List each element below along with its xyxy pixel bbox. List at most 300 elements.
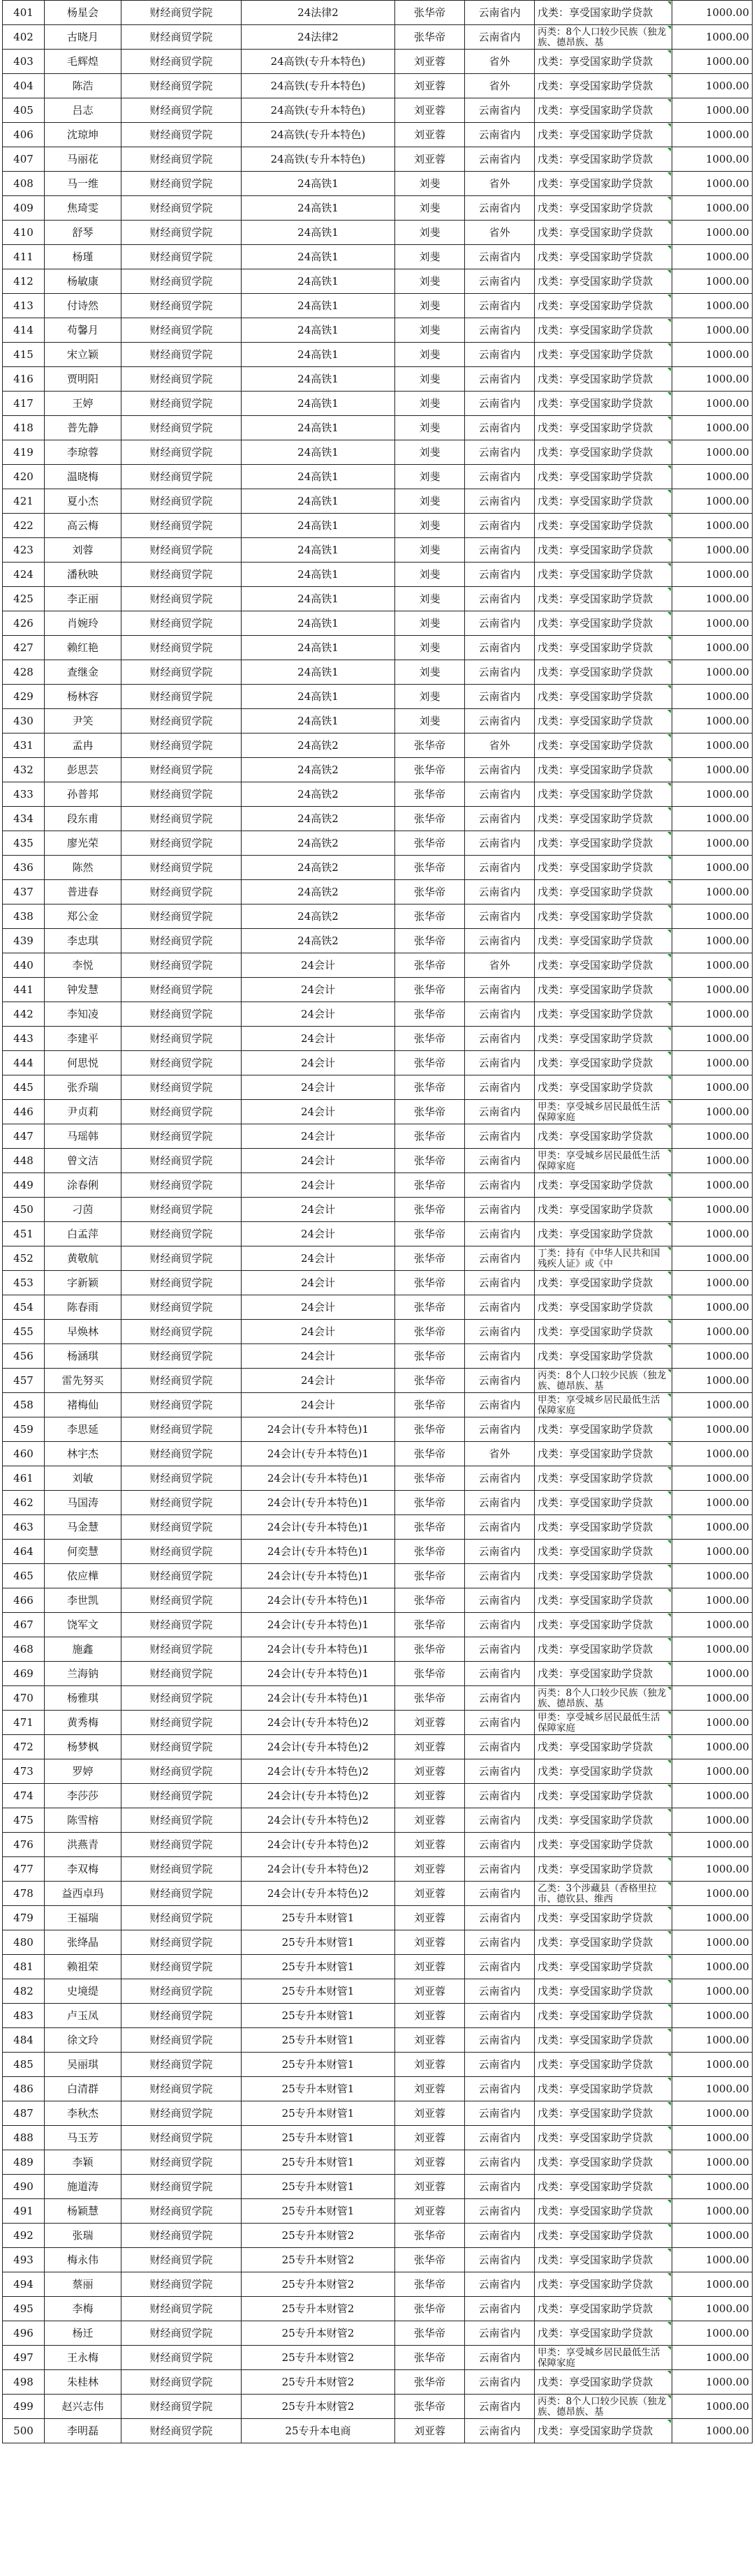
- cell-amount: 1000.00: [672, 1295, 753, 1320]
- cell-student-name: 卢玉凤: [45, 2004, 121, 2028]
- cell-aid-category: 戊类：享受国家助学贷款: [535, 1124, 672, 1149]
- cell-amount: 1000.00: [672, 2395, 753, 2419]
- cell-class: 24会计: [242, 1271, 395, 1295]
- cell-college: 财经商贸学院: [121, 709, 242, 734]
- cell-amount: 1000.00: [672, 1027, 753, 1051]
- cell-amount: 1000.00: [672, 416, 753, 440]
- cell-counselor: 刘斐: [395, 563, 465, 587]
- table-row: [3, 1173, 753, 1198]
- cell-counselor: 刘斐: [395, 538, 465, 563]
- cell-counselor: 张华帝: [395, 807, 465, 831]
- cell-college: 财经商贸学院: [121, 1344, 242, 1369]
- cell-college: 财经商贸学院: [121, 1857, 242, 1882]
- cell-student-name: 马国涛: [45, 1491, 121, 1515]
- cell-counselor: 刘亚蓉: [395, 2077, 465, 2101]
- cell-class: 24会计(专升本特色)2: [242, 1784, 395, 1808]
- cell-serial: 448: [3, 1149, 45, 1173]
- cell-counselor: 张华帝: [395, 2321, 465, 2346]
- cell-serial: 417: [3, 392, 45, 416]
- cell-college: 财经商贸学院: [121, 1662, 242, 1686]
- cell-origin: 云南省内: [465, 294, 535, 318]
- table-row: [3, 734, 753, 758]
- table-row: [3, 563, 753, 587]
- cell-college: 财经商贸学院: [121, 74, 242, 98]
- cell-college: 财经商贸学院: [121, 2175, 242, 2199]
- cell-origin: 云南省内: [465, 1369, 535, 1393]
- table-row: [3, 685, 753, 709]
- cell-student-name: 付诗然: [45, 294, 121, 318]
- cell-amount: 1000.00: [672, 1955, 753, 1979]
- cell-origin: 云南省内: [465, 880, 535, 904]
- cell-counselor: 刘斐: [395, 660, 465, 685]
- cell-amount: 1000.00: [672, 172, 753, 196]
- cell-counselor: 张华帝: [395, 2370, 465, 2395]
- cell-aid-category: 戊类：享受国家助学贷款: [535, 392, 672, 416]
- cell-counselor: 刘亚蓉: [395, 1906, 465, 1930]
- cell-counselor: 刘亚蓉: [395, 1808, 465, 1833]
- cell-class: 24会计(专升本特色)2: [242, 1833, 395, 1857]
- cell-student-name: 李明磊: [45, 2419, 121, 2443]
- cell-origin: 云南省内: [465, 98, 535, 123]
- cell-serial: 498: [3, 2370, 45, 2395]
- cell-origin: 云南省内: [465, 1979, 535, 2004]
- cell-aid-category: 戊类：享受国家助学贷款: [535, 172, 672, 196]
- cell-origin: 云南省内: [465, 2004, 535, 2028]
- table-row: [3, 74, 753, 98]
- cell-counselor: 张华帝: [395, 1491, 465, 1515]
- cell-college: 财经商贸学院: [121, 563, 242, 587]
- cell-aid-category: 戊类：享受国家助学贷款: [535, 2077, 672, 2101]
- cell-origin: 云南省内: [465, 1246, 535, 1271]
- cell-aid-category: 戊类：享受国家助学贷款: [535, 269, 672, 294]
- cell-serial: 471: [3, 1711, 45, 1735]
- cell-aid-category: 戊类：享受国家助学贷款: [535, 2419, 672, 2443]
- cell-origin: 云南省内: [465, 1955, 535, 1979]
- cell-aid-category: 戊类：享受国家助学贷款: [535, 978, 672, 1002]
- cell-counselor: 刘亚蓉: [395, 2419, 465, 2443]
- cell-class: 24会计(专升本特色)2: [242, 1808, 395, 1833]
- cell-serial: 407: [3, 147, 45, 172]
- cell-amount: 1000.00: [672, 2028, 753, 2053]
- cell-serial: 482: [3, 1979, 45, 2004]
- cell-student-name: 杨颖慧: [45, 2199, 121, 2224]
- cell-student-name: 李忠琪: [45, 929, 121, 953]
- table-row: [3, 2028, 753, 2053]
- cell-aid-category: 戊类：享受国家助学贷款: [535, 2126, 672, 2150]
- cell-college: 财经商贸学院: [121, 831, 242, 856]
- cell-origin: 省外: [465, 172, 535, 196]
- cell-aid-category: 戊类：享受国家助学贷款: [535, 1857, 672, 1882]
- cell-aid-category: 戊类：享受国家助学贷款: [535, 1833, 672, 1857]
- cell-origin: 云南省内: [465, 1930, 535, 1955]
- cell-class: 24高铁2: [242, 734, 395, 758]
- cell-counselor: 张华帝: [395, 2346, 465, 2370]
- cell-class: 24高铁2: [242, 807, 395, 831]
- cell-student-name: 李琼蓉: [45, 440, 121, 465]
- cell-aid-category: 戊类：享受国家助学贷款: [535, 1808, 672, 1833]
- cell-aid-category: 戊类：享受国家助学贷款: [535, 416, 672, 440]
- cell-serial: 492: [3, 2224, 45, 2248]
- cell-student-name: 李思延: [45, 1417, 121, 1442]
- cell-amount: 1000.00: [672, 392, 753, 416]
- cell-college: 财经商贸学院: [121, 1637, 242, 1662]
- cell-student-name: 刁茵: [45, 1198, 121, 1222]
- cell-student-name: 李正丽: [45, 587, 121, 611]
- cell-class: 24会计: [242, 1393, 395, 1417]
- cell-origin: 云南省内: [465, 660, 535, 685]
- cell-counselor: 刘亚蓉: [395, 2101, 465, 2126]
- cell-class: 24会计(专升本特色)2: [242, 1735, 395, 1759]
- cell-student-name: 肖婉玲: [45, 611, 121, 636]
- cell-counselor: 张华帝: [395, 1662, 465, 1686]
- cell-college: 财经商贸学院: [121, 343, 242, 367]
- cell-serial: 461: [3, 1466, 45, 1491]
- cell-counselor: 刘亚蓉: [395, 2004, 465, 2028]
- cell-serial: 454: [3, 1295, 45, 1320]
- cell-student-name: 杨星会: [45, 1, 121, 25]
- cell-origin: 云南省内: [465, 1149, 535, 1173]
- cell-serial: 420: [3, 465, 45, 489]
- cell-origin: 云南省内: [465, 1344, 535, 1369]
- cell-student-name: 普进春: [45, 880, 121, 904]
- cell-serial: 429: [3, 685, 45, 709]
- cell-class: 25专升本财管1: [242, 2175, 395, 2199]
- cell-counselor: 刘亚蓉: [395, 2199, 465, 2224]
- table-row: [3, 2419, 753, 2443]
- cell-class: 25专升本财管1: [242, 1906, 395, 1930]
- cell-college: 财经商贸学院: [121, 1075, 242, 1100]
- cell-origin: 云南省内: [465, 1588, 535, 1613]
- cell-aid-category: 戊类：享受国家助学贷款: [535, 1344, 672, 1369]
- cell-origin: 云南省内: [465, 1295, 535, 1320]
- cell-serial: 435: [3, 831, 45, 856]
- cell-student-name: 何思悦: [45, 1051, 121, 1075]
- cell-student-name: 马一维: [45, 172, 121, 196]
- cell-amount: 1000.00: [672, 807, 753, 831]
- cell-origin: 云南省内: [465, 807, 535, 831]
- cell-origin: 云南省内: [465, 1735, 535, 1759]
- cell-serial: 497: [3, 2346, 45, 2370]
- cell-class: 24高铁1: [242, 538, 395, 563]
- cell-class: 24高铁(专升本特色): [242, 98, 395, 123]
- cell-origin: 云南省内: [465, 1466, 535, 1491]
- table-row: [3, 611, 753, 636]
- cell-serial: 403: [3, 50, 45, 74]
- cell-aid-category: 戊类：享受国家助学贷款: [535, 856, 672, 880]
- cell-amount: 1000.00: [672, 147, 753, 172]
- cell-origin: 云南省内: [465, 1075, 535, 1100]
- cell-counselor: 刘亚蓉: [395, 1882, 465, 1906]
- cell-college: 财经商贸学院: [121, 294, 242, 318]
- cell-counselor: 刘斐: [395, 294, 465, 318]
- cell-student-name: 杨敏康: [45, 269, 121, 294]
- cell-counselor: 张华帝: [395, 782, 465, 807]
- cell-aid-category: 戊类：享受国家助学贷款: [535, 1784, 672, 1808]
- cell-student-name: 孟冉: [45, 734, 121, 758]
- cell-class: 25专升本财管1: [242, 1930, 395, 1955]
- cell-student-name: 尹笑: [45, 709, 121, 734]
- cell-serial: 470: [3, 1686, 45, 1711]
- table-row: [3, 1198, 753, 1222]
- table-row: [3, 1515, 753, 1540]
- cell-college: 财经商贸学院: [121, 758, 242, 782]
- cell-aid-category: 戊类：享受国家助学贷款: [535, 1027, 672, 1051]
- cell-college: 财经商贸学院: [121, 929, 242, 953]
- cell-class: 24高铁2: [242, 880, 395, 904]
- cell-class: 24高铁1: [242, 660, 395, 685]
- cell-class: 25专升本财管2: [242, 2224, 395, 2248]
- cell-class: 25专升本财管2: [242, 2321, 395, 2346]
- cell-college: 财经商贸学院: [121, 1833, 242, 1857]
- table-row: [3, 538, 753, 563]
- cell-counselor: 张华帝: [395, 1564, 465, 1588]
- cell-amount: 1000.00: [672, 1173, 753, 1198]
- table-row: [3, 1442, 753, 1466]
- cell-student-name: 马玉芳: [45, 2126, 121, 2150]
- cell-college: 财经商贸学院: [121, 1613, 242, 1637]
- cell-counselor: 刘斐: [395, 367, 465, 392]
- cell-aid-category: 戊类：享受国家助学贷款: [535, 1198, 672, 1222]
- cell-origin: 云南省内: [465, 709, 535, 734]
- cell-college: 财经商贸学院: [121, 1417, 242, 1442]
- cell-aid-category: 戊类：享受国家助学贷款: [535, 1540, 672, 1564]
- cell-counselor: 刘亚蓉: [395, 2028, 465, 2053]
- cell-class: 24高铁(专升本特色): [242, 123, 395, 147]
- cell-student-name: 徐文玲: [45, 2028, 121, 2053]
- table-row: [3, 1271, 753, 1295]
- cell-class: 25专升本财管2: [242, 2297, 395, 2321]
- cell-aid-category: 戊类：享受国家助学贷款: [535, 50, 672, 74]
- cell-serial: 402: [3, 25, 45, 50]
- cell-amount: 1000.00: [672, 1882, 753, 1906]
- cell-serial: 481: [3, 1955, 45, 1979]
- table-row: [3, 856, 753, 880]
- cell-college: 财经商贸学院: [121, 2077, 242, 2101]
- cell-aid-category: 戊类：享受国家助学贷款: [535, 953, 672, 978]
- cell-college: 财经商贸学院: [121, 1100, 242, 1124]
- cell-aid-category: 戊类：享受国家助学贷款: [535, 1271, 672, 1295]
- cell-class: 24会计: [242, 953, 395, 978]
- cell-student-name: 李知凌: [45, 1002, 121, 1027]
- table-row: [3, 343, 753, 367]
- table-row: [3, 1637, 753, 1662]
- cell-student-name: 陈雪榕: [45, 1808, 121, 1833]
- cell-amount: 1000.00: [672, 440, 753, 465]
- cell-class: 24会计(专升本特色)1: [242, 1491, 395, 1515]
- cell-origin: 省外: [465, 50, 535, 74]
- cell-amount: 1000.00: [672, 25, 753, 50]
- table-row: [3, 1002, 753, 1027]
- cell-amount: 1000.00: [672, 2224, 753, 2248]
- cell-counselor: 刘斐: [395, 392, 465, 416]
- cell-serial: 490: [3, 2175, 45, 2199]
- cell-class: 24会计: [242, 1198, 395, 1222]
- cell-counselor: 张华帝: [395, 1588, 465, 1613]
- cell-class: 24会计(专升本特色)1: [242, 1686, 395, 1711]
- cell-origin: 云南省内: [465, 1759, 535, 1784]
- cell-class: 25专升本财管1: [242, 2077, 395, 2101]
- cell-counselor: 张华帝: [395, 1320, 465, 1344]
- table-row: [3, 147, 753, 172]
- cell-student-name: 陈春雨: [45, 1295, 121, 1320]
- cell-student-name: 字新颖: [45, 1271, 121, 1295]
- cell-counselor: 刘斐: [395, 221, 465, 245]
- cell-origin: 云南省内: [465, 2199, 535, 2224]
- cell-college: 财经商贸学院: [121, 318, 242, 343]
- cell-student-name: 陈浩: [45, 74, 121, 98]
- cell-college: 财经商贸学院: [121, 953, 242, 978]
- cell-student-name: 曾文洁: [45, 1149, 121, 1173]
- cell-serial: 485: [3, 2053, 45, 2077]
- cell-origin: 云南省内: [465, 1515, 535, 1540]
- cell-college: 财经商贸学院: [121, 587, 242, 611]
- cell-counselor: 刘斐: [395, 440, 465, 465]
- cell-college: 财经商贸学院: [121, 611, 242, 636]
- cell-serial: 475: [3, 1808, 45, 1833]
- cell-counselor: 刘亚蓉: [395, 1735, 465, 1759]
- cell-amount: 1000.00: [672, 1906, 753, 1930]
- cell-counselor: 张华帝: [395, 856, 465, 880]
- cell-counselor: 刘斐: [395, 465, 465, 489]
- cell-origin: 云南省内: [465, 123, 535, 147]
- cell-origin: 云南省内: [465, 2272, 535, 2297]
- cell-college: 财经商贸学院: [121, 1784, 242, 1808]
- cell-class: 25专升本财管2: [242, 2272, 395, 2297]
- cell-student-name: 涂春俐: [45, 1173, 121, 1198]
- cell-counselor: 张华帝: [395, 1027, 465, 1051]
- cell-college: 财经商贸学院: [121, 807, 242, 831]
- cell-serial: 438: [3, 904, 45, 929]
- table-row: [3, 880, 753, 904]
- table-row: [3, 929, 753, 953]
- cell-student-name: 焦琦雯: [45, 196, 121, 221]
- cell-aid-category: 戊类：享受国家助学贷款: [535, 318, 672, 343]
- cell-serial: 415: [3, 343, 45, 367]
- cell-college: 财经商贸学院: [121, 1686, 242, 1711]
- cell-aid-category: 戊类：享受国家助学贷款: [535, 636, 672, 660]
- cell-counselor: 张华帝: [395, 25, 465, 50]
- cell-amount: 1000.00: [672, 489, 753, 514]
- cell-serial: 405: [3, 98, 45, 123]
- cell-counselor: 张华帝: [395, 1, 465, 25]
- cell-origin: 云南省内: [465, 929, 535, 953]
- cell-aid-category: 戊类：享受国家助学贷款: [535, 611, 672, 636]
- cell-student-name: 张瑞: [45, 2224, 121, 2248]
- cell-college: 财经商贸学院: [121, 660, 242, 685]
- cell-serial: 467: [3, 1613, 45, 1637]
- cell-counselor: 张华帝: [395, 1002, 465, 1027]
- table-row: [3, 1075, 753, 1100]
- cell-origin: 云南省内: [465, 2150, 535, 2175]
- cell-origin: 云南省内: [465, 1320, 535, 1344]
- cell-amount: 1000.00: [672, 50, 753, 74]
- cell-amount: 1000.00: [672, 221, 753, 245]
- cell-origin: 云南省内: [465, 147, 535, 172]
- table-row: [3, 1955, 753, 1979]
- cell-student-name: 舒琴: [45, 221, 121, 245]
- cell-student-name: 毛辉煌: [45, 50, 121, 74]
- cell-student-name: 褚梅仙: [45, 1393, 121, 1417]
- cell-student-name: 贾明阳: [45, 367, 121, 392]
- table-row: [3, 1491, 753, 1515]
- cell-student-name: 李颖: [45, 2150, 121, 2175]
- cell-origin: 云南省内: [465, 343, 535, 367]
- cell-amount: 1000.00: [672, 1320, 753, 1344]
- cell-serial: 404: [3, 74, 45, 98]
- cell-class: 24高铁1: [242, 489, 395, 514]
- cell-serial: 491: [3, 2199, 45, 2224]
- cell-college: 财经商贸学院: [121, 978, 242, 1002]
- cell-class: 24高铁1: [242, 245, 395, 269]
- table-row: [3, 2199, 753, 2224]
- cell-class: 24会计(专升本特色)1: [242, 1588, 395, 1613]
- cell-counselor: 刘亚蓉: [395, 1759, 465, 1784]
- cell-college: 财经商贸学院: [121, 734, 242, 758]
- cell-college: 财经商贸学院: [121, 1442, 242, 1466]
- cell-class: 24会计: [242, 1100, 395, 1124]
- cell-aid-category: 戊类：享受国家助学贷款: [535, 1588, 672, 1613]
- cell-origin: 云南省内: [465, 2321, 535, 2346]
- cell-amount: 1000.00: [672, 1759, 753, 1784]
- cell-counselor: 张华帝: [395, 1540, 465, 1564]
- cell-serial: 494: [3, 2272, 45, 2297]
- cell-amount: 1000.00: [672, 904, 753, 929]
- cell-serial: 413: [3, 294, 45, 318]
- cell-aid-category: 戊类：享受国家助学贷款: [535, 807, 672, 831]
- cell-amount: 1000.00: [672, 2004, 753, 2028]
- cell-class: 24会计: [242, 1149, 395, 1173]
- cell-student-name: 李建平: [45, 1027, 121, 1051]
- cell-class: 25专升本财管1: [242, 1955, 395, 1979]
- cell-origin: 云南省内: [465, 538, 535, 563]
- cell-aid-category: 戊类：享受国家助学贷款: [535, 685, 672, 709]
- cell-aid-category: 戊类：享受国家助学贷款: [535, 880, 672, 904]
- cell-college: 财经商贸学院: [121, 1173, 242, 1198]
- cell-origin: 云南省内: [465, 1540, 535, 1564]
- cell-amount: 1000.00: [672, 2346, 753, 2370]
- cell-counselor: 刘亚蓉: [395, 1784, 465, 1808]
- cell-serial: 451: [3, 1222, 45, 1246]
- cell-counselor: 张华帝: [395, 904, 465, 929]
- cell-aid-category: 戊类：享受国家助学贷款: [535, 1662, 672, 1686]
- cell-serial: 459: [3, 1417, 45, 1442]
- cell-origin: 云南省内: [465, 2175, 535, 2199]
- cell-class: 24会计(专升本特色)1: [242, 1442, 395, 1466]
- cell-aid-category: 戊类：享受国家助学贷款: [535, 98, 672, 123]
- cell-student-name: 李莎莎: [45, 1784, 121, 1808]
- cell-counselor: 张华帝: [395, 1222, 465, 1246]
- cell-class: 24高铁1: [242, 636, 395, 660]
- cell-amount: 1000.00: [672, 74, 753, 98]
- cell-aid-category: 戊类：享受国家助学贷款: [535, 123, 672, 147]
- cell-aid-category: 戊类：享受国家助学贷款: [535, 1759, 672, 1784]
- table-row: [3, 98, 753, 123]
- cell-student-name: 宋立颖: [45, 343, 121, 367]
- cell-amount: 1000.00: [672, 782, 753, 807]
- cell-serial: 477: [3, 1857, 45, 1882]
- cell-origin: 云南省内: [465, 611, 535, 636]
- cell-aid-category: 戊类：享受国家助学贷款: [535, 2199, 672, 2224]
- cell-college: 财经商贸学院: [121, 440, 242, 465]
- cell-amount: 1000.00: [672, 1075, 753, 1100]
- cell-student-name: 兰海钠: [45, 1662, 121, 1686]
- cell-counselor: 刘斐: [395, 514, 465, 538]
- cell-serial: 476: [3, 1833, 45, 1857]
- cell-class: 24高铁1: [242, 563, 395, 587]
- table-row: [3, 1686, 753, 1711]
- cell-origin: 云南省内: [465, 1491, 535, 1515]
- cell-class: 24高铁1: [242, 367, 395, 392]
